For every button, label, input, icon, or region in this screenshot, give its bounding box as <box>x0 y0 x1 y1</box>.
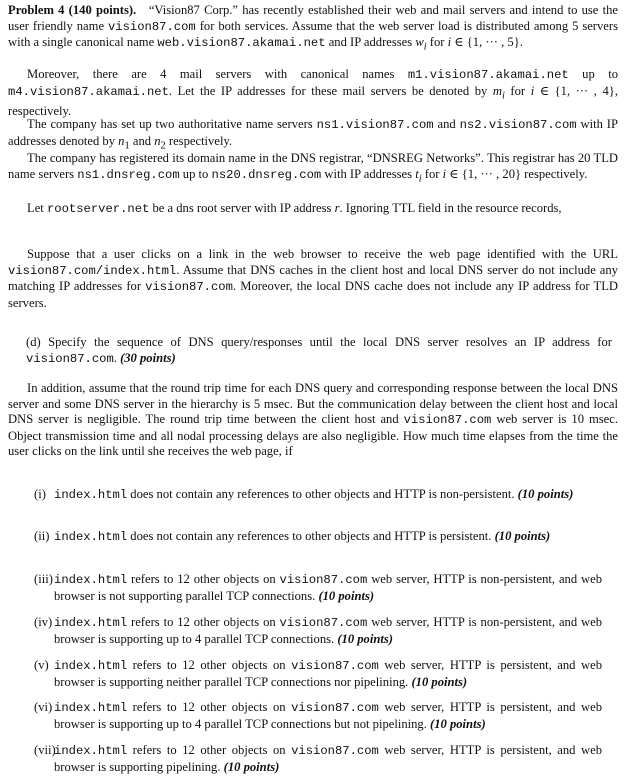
question-part-d: (d) Specify the sequence of DNS query/responses until the local DNS server resolves an IP address for vision87.com. (30 points) <box>26 335 612 366</box>
problem-header: Problem 4 (140 points). <box>8 3 137 17</box>
paragraph-mail-servers: Moreover, there are 4 mail servers with canonical names m1.vision87.akamai.net up to m4.vision87.akamai.net. Let the IP addresses for these mail servers be denoted by $m_i$ for i ∈ {1, ··· , 4}, respectively. <box>8 67 619 118</box>
sub-question-ii: (ii) index.html does not contain any references to other objects and HTTP is persistent. (10 points) <box>34 529 551 544</box>
sub-question-vi: (vi) index.html refers to 12 other objects on vision87.com web server, HTTP is persistent, and web browser is supporting up to 4 parallel TCP connections but not pipelining. (10 points) <box>34 700 602 731</box>
sub-question-iv: (iv) index.html refers to 12 other objects on vision87.com web server, HTTP is non-persistent, and web browser is supporting up to 4 parallel TCP connections. (10 points) <box>34 615 602 646</box>
paragraph-root-server: Let rootserver.net be a dns root server with IP address r. Ignoring TTL field in the resource records, <box>27 201 562 216</box>
sub-question-i: (i) index.html does not contain any references to other objects and HTTP is non-persistent. (10 points) <box>34 487 574 502</box>
paragraph-name-servers: The company has set up two authoritative name servers ns1.vision87.com and ns2.vision87.com with IP addresses denoted by $n_1$ and $n_2$ respectively. <box>8 117 618 152</box>
paragraph-timing: In addition, assume that the round trip time for each DNS query and corresponding response between the local DNS server and some DNS server in the hierarchy is 5 msec. But the communication delay between the client host and local DNS server is negligible. The round trip time between the client host and vision87.com web server is 10 msec. Object transmission time and all nodal processing delays are also negligible. How much time elapses from the time the user clicks on the link until she receives the web page, if <box>8 381 618 459</box>
sub-question-v: (v) index.html refers to 12 other objects on vision87.com web server, HTTP is persistent, and web browser is supporting neither parallel TCP connections nor pipelining. (10 points) <box>34 658 602 689</box>
sub-question-iii: (iii) index.html refers to 12 other objects on vision87.com web server, HTTP is non-persistent, and web browser is not supporting parallel TCP connections. (10 points) <box>34 572 602 603</box>
sub-question-vii: (vii) index.html refers to 12 other objects on vision87.com web server, HTTP is persistent, and web browser is supporting pipelining. (10 points) <box>34 743 602 774</box>
paragraph-scenario: Suppose that a user clicks on a link in the web browser to receive the web page identified with the URL vision87.com/index.html. Assume that DNS caches in the client host and local DNS server do not include any matching IP addresses for vision87.com. Moreover, the local DNS cache does not include any IP address for TLD servers. <box>8 247 618 310</box>
paragraph-intro: Problem 4 (140 points). “Vision87 Corp.” has recently established their web and mail servers and intend to use the user friendly name vision87.com for both services. Assume that the web server load is distributed among 5 servers with a single canonical name web.vision87.akamai.net and IP addresses $w_i$ for i ∈ {1, ··· , 5}. <box>8 3 618 53</box>
paragraph-registrar: The company has registered its domain name in the DNS registrar, “DNSREG Networks”. This registrar has 20 TLD name servers ns1.dnsreg.com up to ns20.dnsreg.com with IP addresses $t_i$ for i ∈ {1, ··· , 20} respectively. <box>8 151 618 185</box>
